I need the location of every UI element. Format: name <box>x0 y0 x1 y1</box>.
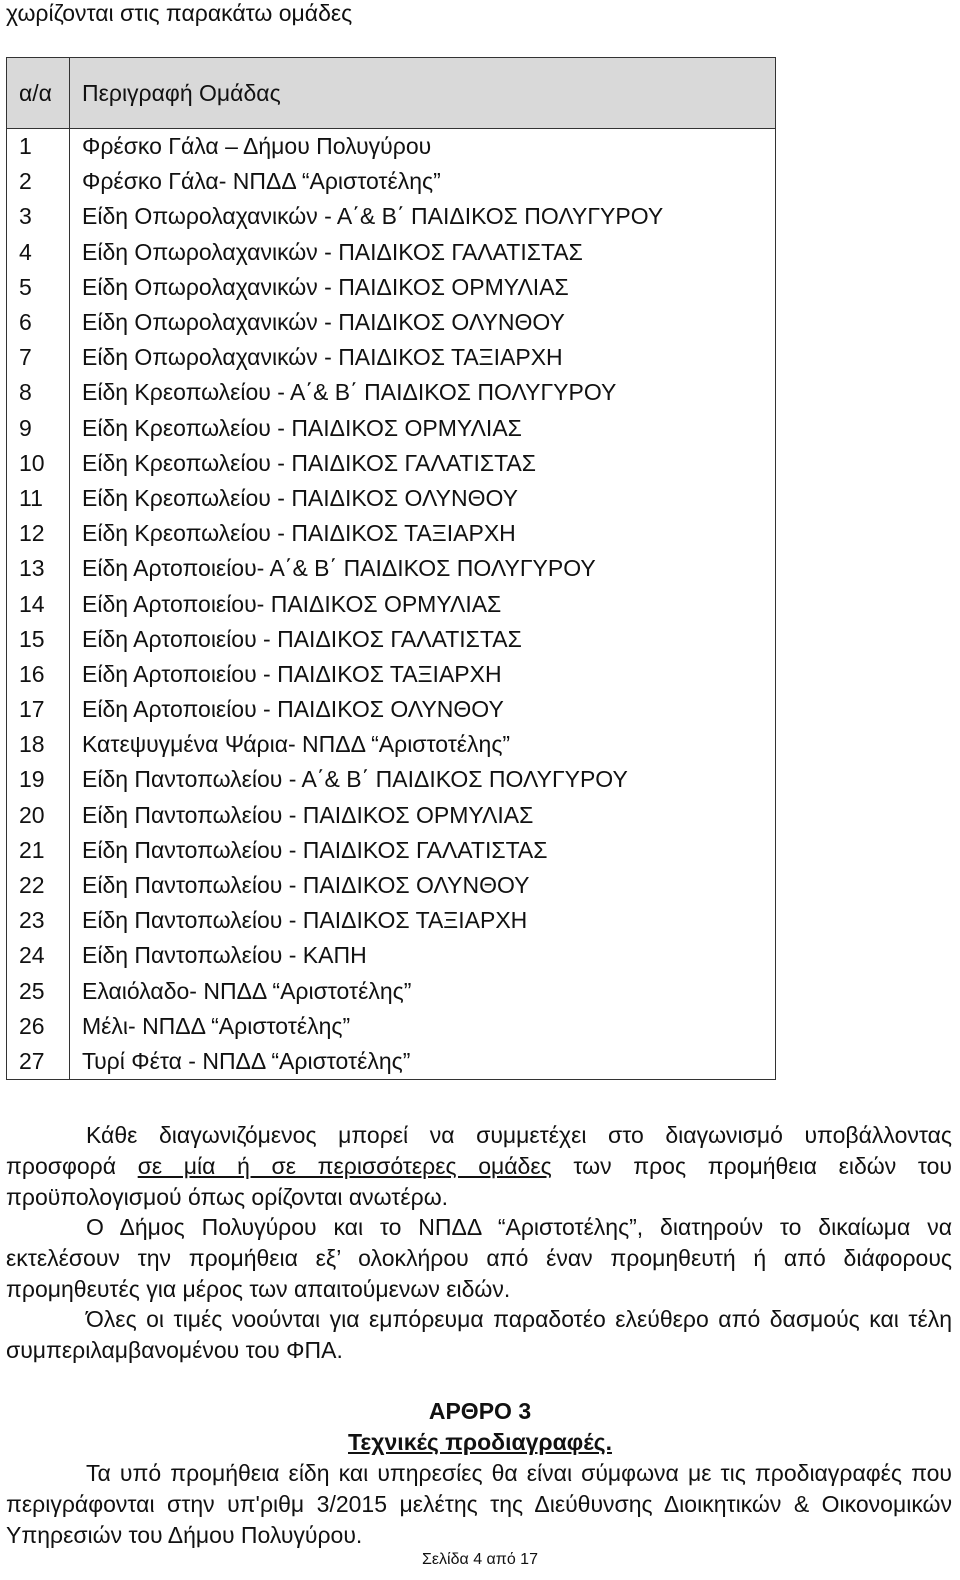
table-row <box>7 235 776 270</box>
row-description: Είδη Παντοπωλείου - ΠΑΙΔΙΚΟΣ ΟΛΥΝΘΟΥ <box>70 868 776 903</box>
row-description: Είδη Οπωρολαχανικών - ΠΑΙΔΙΚΟΣ ΤΑΞΙΑΡΧΗ <box>70 340 776 375</box>
row-description: Είδη Κρεοπωλείου - ΠΑΙΔΙΚΟΣ ΟΛΥΝΘΟΥ <box>70 481 776 516</box>
row-description: Είδη Παντοπωλείου - ΠΑΙΔΙΚΟΣ ΓΑΛΑΤΙΣΤΑΣ <box>70 833 776 868</box>
table-row <box>7 199 776 234</box>
paragraph-participation-end: των προς προμήθεια ειδών του προϋπολογισμού όπως ορίζονται ανωτέρω. <box>6 1153 952 1210</box>
row-index: 23 <box>7 903 70 938</box>
table-row <box>7 164 776 199</box>
row-description: Κατεψυγμένα Ψάρια- ΝΠΔΔ “Αριστοτέλης” <box>70 727 776 762</box>
table-row <box>7 586 776 621</box>
paragraph-prices <box>6 1304 952 1366</box>
row-index: 17 <box>7 692 70 727</box>
row-description: Είδη Οπωρολαχανικών - Α΄& Β΄ ΠΑΙΔΙΚΟΣ ΠΟΛΥΓΥΡΟΥ <box>70 199 776 234</box>
row-description: Είδη Παντοπωλείου - ΠΑΙΔΙΚΟΣ ΟΡΜΥΛΙΑΣ <box>70 798 776 833</box>
paragraph-participation <box>6 1120 952 1213</box>
row-index: 24 <box>7 938 70 973</box>
row-description: Είδη Παντοπωλείου - Α΄& Β΄ ΠΑΙΔΙΚΟΣ ΠΟΛΥΓΥΡΟΥ <box>70 762 776 797</box>
table-row <box>7 692 776 727</box>
row-description: Είδη Κρεοπωλείου - ΠΑΙΔΙΚΟΣ ΟΡΜΥΛΙΑΣ <box>70 411 776 446</box>
table-row <box>7 411 776 446</box>
table-row <box>7 903 776 938</box>
row-index: 20 <box>7 798 70 833</box>
row-description: Είδη Αρτοποιείου - ΠΑΙΔΙΚΟΣ ΟΛΥΝΘΟΥ <box>70 692 776 727</box>
row-description: Είδη Αρτοποιείου- Α΄& Β΄ ΠΑΙΔΙΚΟΣ ΠΟΛΥΓΥΡΟΥ <box>70 551 776 586</box>
table-row <box>7 305 776 340</box>
row-description: Είδη Αρτοποιείου- ΠΑΙΔΙΚΟΣ ΟΡΜΥΛΙΑΣ <box>70 586 776 621</box>
table-row <box>7 1044 776 1080</box>
row-index: 7 <box>7 340 70 375</box>
row-index: 10 <box>7 446 70 481</box>
row-index: 22 <box>7 868 70 903</box>
table-row <box>7 868 776 903</box>
article-title: Τεχνικές προδιαγραφές. <box>348 1429 612 1455</box>
table-row <box>7 1009 776 1044</box>
table-header-row <box>7 58 776 129</box>
row-description: Μέλι- ΝΠΔΔ “Αριστοτέλης” <box>70 1009 776 1044</box>
row-index: 2 <box>7 164 70 199</box>
intro-line: χωρίζονται στις παρακάτω ομάδες <box>6 0 353 26</box>
row-description: Είδη Οπωρολαχανικών - ΠΑΙΔΙΚΟΣ ΟΛΥΝΘΟΥ <box>70 305 776 340</box>
paragraph-specifications-text: Τα υπό προμήθεια είδη και υπηρεσίες θα είναι σύμφωνα με τις προδιαγραφές που περιγράφονται στην υπ'ριθμ 3/2015 μελέτης της Διεύθυνσης Διοικητικών & Οικονομικών Υπηρεσιών του Δήμου Πολυγύρου. <box>6 1460 952 1548</box>
table-row <box>7 340 776 375</box>
row-index: 21 <box>7 833 70 868</box>
row-description: Είδη Παντοπωλείου - ΚΑΠΗ <box>70 938 776 973</box>
table-row <box>7 551 776 586</box>
row-index: 4 <box>7 235 70 270</box>
row-index: 5 <box>7 270 70 305</box>
table-row <box>7 762 776 797</box>
row-index: 26 <box>7 1009 70 1044</box>
row-index: 3 <box>7 199 70 234</box>
row-description: Είδη Παντοπωλείου - ΠΑΙΔΙΚΟΣ ΤΑΞΙΑΡΧΗ <box>70 903 776 938</box>
row-description: Είδη Κρεοπωλείου - ΠΑΙΔΙΚΟΣ ΓΑΛΑΤΙΣΤΑΣ <box>70 446 776 481</box>
table-row <box>7 974 776 1009</box>
groups-table-body <box>7 129 776 1080</box>
paragraph-participation-underlined: σε μία ή σε περισσότερες ομάδες <box>137 1153 552 1179</box>
row-index: 8 <box>7 375 70 410</box>
table-row <box>7 270 776 305</box>
paragraph-prices-text: Όλες οι τιμές νοούνται για εμπόρευμα παραδοτέο ελεύθερο από δασμούς και τέλη συμπεριλαμβανομένου του ΦΠΑ. <box>6 1306 952 1363</box>
row-index: 11 <box>7 481 70 516</box>
table-row <box>7 657 776 692</box>
paragraph-participation-start: Κάθε διαγωνιζόμενος μπορεί να συμμετέχει στο διαγωνισμό υποβάλλοντας προσφορά <box>6 1122 952 1179</box>
page-footer: Σελίδα 4 από 17 <box>422 1551 538 1568</box>
row-index: 15 <box>7 622 70 657</box>
paragraph-specifications <box>6 1458 952 1551</box>
row-description: Είδη Οπωρολαχανικών - ΠΑΙΔΙΚΟΣ ΟΡΜΥΛΙΑΣ <box>70 270 776 305</box>
row-description: Φρέσκο Γάλα – Δήμου Πολυγύρου <box>70 129 776 165</box>
row-index: 1 <box>7 129 70 165</box>
row-description: Είδη Αρτοποιείου - ΠΑΙΔΙΚΟΣ ΓΑΛΑΤΙΣΤΑΣ <box>70 622 776 657</box>
header-index: α/α <box>7 58 70 129</box>
paragraph-rights-text: Ο Δήμος Πολυγύρου και το ΝΠΔΔ “Αριστοτέλης”, διατηρούν το δικαίωμα να εκτελέσουν την προμήθεια εξ’ ολοκλήρου από έναν προμηθευτή ή από διάφορους προμηθευτές για μέρος των απαιτούμενων ειδών. <box>6 1214 952 1302</box>
table-row <box>7 798 776 833</box>
groups-table <box>6 57 776 1080</box>
row-description: Είδη Κρεοπωλείου - Α΄& Β΄ ΠΑΙΔΙΚΟΣ ΠΟΛΥΓΥΡΟΥ <box>70 375 776 410</box>
row-index: 6 <box>7 305 70 340</box>
table-row <box>7 938 776 973</box>
row-index: 16 <box>7 657 70 692</box>
table-row <box>7 375 776 410</box>
row-description: Είδη Κρεοπωλείου - ΠΑΙΔΙΚΟΣ ΤΑΞΙΑΡΧΗ <box>70 516 776 551</box>
row-index: 25 <box>7 974 70 1009</box>
row-index: 18 <box>7 727 70 762</box>
row-index: 12 <box>7 516 70 551</box>
row-index: 27 <box>7 1044 70 1080</box>
table-row <box>7 481 776 516</box>
paragraph-rights <box>6 1212 952 1305</box>
table-row <box>7 516 776 551</box>
header-description: Περιγραφή Ομάδας <box>70 58 776 129</box>
row-index: 19 <box>7 762 70 797</box>
table-row <box>7 833 776 868</box>
row-description: Τυρί Φέτα - ΝΠΔΔ “Αριστοτέλης” <box>70 1044 776 1080</box>
row-description: Είδη Αρτοποιείου - ΠΑΙΔΙΚΟΣ ΤΑΞΙΑΡΧΗ <box>70 657 776 692</box>
row-index: 14 <box>7 586 70 621</box>
row-index: 13 <box>7 551 70 586</box>
row-description: Είδη Οπωρολαχανικών - ΠΑΙΔΙΚΟΣ ΓΑΛΑΤΙΣΤΑΣ <box>70 235 776 270</box>
table-row <box>7 129 776 165</box>
article-number: ΑΡΘΡΟ 3 <box>428 1398 532 1424</box>
table-row <box>7 622 776 657</box>
row-index: 9 <box>7 411 70 446</box>
table-row <box>7 446 776 481</box>
table-row <box>7 727 776 762</box>
row-description: Ελαιόλαδο- ΝΠΔΔ “Αριστοτέλης” <box>70 974 776 1009</box>
row-description: Φρέσκο Γάλα- ΝΠΔΔ “Αριστοτέλης” <box>70 164 776 199</box>
